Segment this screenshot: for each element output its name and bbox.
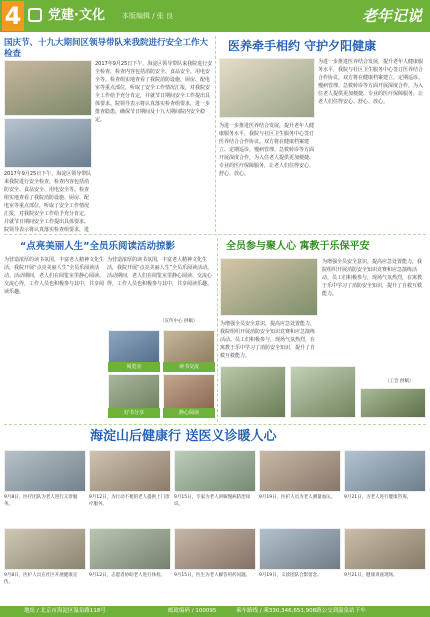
article-1-body: 2017年9月25日下午，海淀区领导带队来我院进行安全检查，检查内容包括消防安全、食品安全、用电安全等。检查组实地查看了我院消防设施、厨房、配电室等重点部位，听取了安全工作情况汇报，对我院安全工作给予充分肯定，并就节日期间安全工作提出具体要求。院领导表示将认真落实检查组要求，进 <box>4 171 92 232</box>
article-4-photo-1 <box>220 258 318 316</box>
clinic-photo-2 <box>89 450 171 492</box>
article-2-body: 为进一步推进医养结合发展，提升老年人健康服务水平，我院与社区卫生服务中心签订医养结合合作协议。双方将在健康档案建立、定期巡诊、慢病管理、急救转诊等方面开展深度合作，为入住老人提供更加便捷、专业的医疗保障服务，让老人们住得安心、舒心、放心。 <box>219 123 315 177</box>
section-title: 党建·文化 <box>48 8 105 23</box>
article-1-photo-2 <box>4 118 92 168</box>
footer-postal: 邮政编码 / 100095 <box>168 608 217 614</box>
page-footer <box>0 606 430 617</box>
footer-address: 地址 / 北京市海淀区温泉路118号 <box>24 608 106 614</box>
clinic-photo-7 <box>89 528 171 570</box>
article-4-title: 全员参与聚人心 寓教于乐保平安 <box>226 241 370 252</box>
clinic-caption-9: 9月19日，义诊团队合影留念。 <box>259 573 322 578</box>
article-2-title: 医养牵手相约 守护夕阳健康 <box>228 39 377 53</box>
clinic-caption-2: 9月12日，为行动不便的老人提供上门诊疗服务。 <box>89 495 170 507</box>
brand-logo: 老年记说 <box>361 7 422 25</box>
footer-bus: 乘车路线 / 乘330,346,651,908路公交到温泉站下车 <box>236 608 366 614</box>
article-4-body-col2: 为增强全员安全意识，提高应急处置能力，我院组织开展消防安全知识竞赛和应急演练活动。员工们积极参与，现场气氛热烈，在寓教于乐中学习了消防安全知识，提升了自救互救能力。 <box>220 321 316 359</box>
clinic-photo-3 <box>174 450 256 492</box>
clinic-photo-6 <box>4 528 86 570</box>
editor-credit: 本版编辑 / 张 良 <box>122 12 174 20</box>
article-5-title: 海淀山后健康行 送医义诊暖人心 <box>90 429 277 444</box>
clinic-photo-10 <box>344 528 426 570</box>
article-3-body: 为营造浓厚的读书氛围，丰富老人精神文化生活，我院开展“点亮美丽人生”全员乐阅读活动。活动期间，老人们在阅览室里静心阅读、交流心得，工作人员也积极参与其中，共享阅读乐趣。 <box>4 257 104 295</box>
reading-label-1: 阅览室 <box>108 362 160 372</box>
article-3-body-col2: 为营造浓厚的读书氛围，丰富老人精神文化生活，我院开展“点亮美丽人生”全员乐阅读活动。活动期间，老人们在阅览室里静心阅读、交流心得，工作人员也积极参与其中，共享阅读乐趣。 <box>107 257 213 287</box>
clinic-caption-8: 9月15日，医生为老人解答用药问题。 <box>174 573 251 578</box>
article-3-title: “点亮美丽人生”全员乐阅读活动掠影 <box>20 241 175 252</box>
article-2-photo <box>219 58 315 118</box>
clinic-caption-1: 9月8日，医疗团队为老人进行义诊服务。 <box>4 495 78 507</box>
clinic-caption-5: 9月21日，为老人进行健康咨询。 <box>344 495 412 500</box>
article-4-photo-4 <box>360 388 426 418</box>
reading-label-2: 读书交流 <box>163 362 215 372</box>
clinic-photo-9 <box>259 528 341 570</box>
reading-label-3: 好书分享 <box>108 408 160 418</box>
clinic-caption-6: 9月8日，医护人员在社区开展健康宣传。 <box>4 573 78 585</box>
clinic-photo-4 <box>259 450 341 492</box>
article-4-author: （工会 供稿） <box>385 379 414 384</box>
clinic-photo-1 <box>4 450 86 492</box>
article-4-body: 为增强全员安全意识，提高应急处置能力，我院组织开展消防安全知识竞赛和应急演练活动。员工们积极参与，现场气氛热烈，在寓教于乐中学习了消防安全知识，提升了自救互救能力。 <box>322 259 423 297</box>
article-4-photo-3 <box>290 366 356 418</box>
article-1-body-col2: 2017年9月25日下午，海淀区领导带队来我院进行安全检查，检查内容包括消防安全、食品安全、用电安全等。检查组实地查看了我院消防设施、厨房、配电室等重点部位，听取了安全工作情况汇报，对我院安全工作给予充分肯定，并就节日期间安全工作提出具体要求。院领导表示将认真落实检查组要求，进一步排查隐患，确保节日期间及十九大期间院内安全稳定。 <box>95 61 213 123</box>
clinic-photo-8 <box>174 528 256 570</box>
book-icon <box>28 8 42 22</box>
article-3-author: （宣传中心 供稿） <box>160 319 198 324</box>
reading-label-4: 静心阅读 <box>163 408 215 418</box>
page-header <box>0 0 430 32</box>
article-1-title: 国庆节、十九大期间区领导带队来我院进行安全工作大检查 <box>4 38 209 59</box>
article-2-body-col2: 为进一步推进医养结合发展，提升老年人健康服务水平，我院与社区卫生服务中心签订医养结合合作协议。双方将在健康档案建立、定期巡诊、慢病管理、急救转诊等方面开展深度合作，为入住老人提供更加便捷、专业的医疗保障服务，让老人们住得安心、舒心、放心。 <box>318 59 424 105</box>
page-number: 4 <box>2 1 24 31</box>
clinic-caption-7: 9月12日，志愿者协助老人进行体检。 <box>89 573 166 578</box>
clinic-caption-3: 9月15日，专家为老人讲解慢病防治知识。 <box>174 495 251 507</box>
article-4-photo-2 <box>220 366 286 418</box>
clinic-caption-10: 9月21日，健康讲座现场。 <box>344 573 398 578</box>
clinic-photo-5 <box>344 450 426 492</box>
article-1-photo-1 <box>4 60 92 116</box>
clinic-caption-4: 9月19日，医护人员为老人测量血压。 <box>259 495 336 500</box>
